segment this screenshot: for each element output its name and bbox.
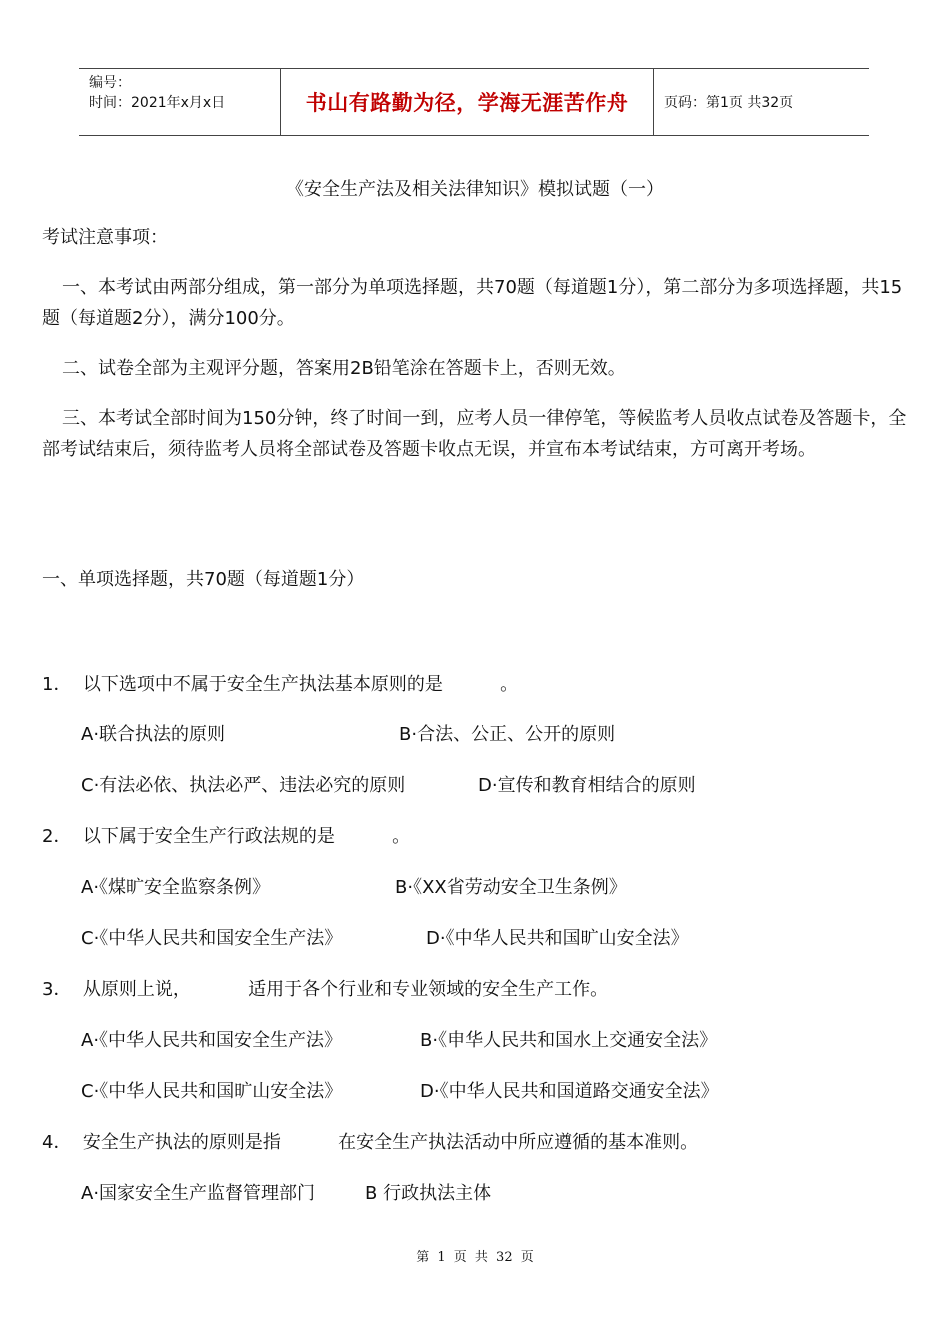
- question-4-option-b: B 行政执法主体: [365, 1183, 492, 1204]
- notice-heading: 考试注意事项：: [42, 227, 168, 248]
- page-footer: 第 1 页 共 32 页: [416, 1250, 534, 1265]
- document-header-table: [79, 68, 869, 136]
- question-3-option-c: C·《中华人民共和国旷山安全法》: [81, 1081, 343, 1102]
- header-middle-cell: [281, 69, 654, 135]
- header-motto: 书山有路勤为径，学海无涯苦作舟: [305, 90, 629, 115]
- number-label: 编号：: [89, 75, 131, 91]
- header-right-cell: [654, 69, 869, 135]
- question-2-option-c: C·《中华人民共和国安全生产法》: [81, 928, 343, 949]
- question-2-option-d: D·《中华人民共和国旷山安全法》: [426, 928, 689, 949]
- header-left-cell: [79, 69, 281, 135]
- question-1-text: 1． 以下选项中不属于安全生产执法基本原则的是 。: [42, 674, 519, 695]
- page-info: 页码：第1页 共32页: [664, 95, 794, 111]
- question-1-option-d: D·宣传和教育相结合的原则: [478, 775, 696, 796]
- question-2-option-b: B·《XX省劳动安全卫生条例》: [395, 877, 627, 898]
- question-3-text: 3． 从原则上说， 适用于各个行业和专业领域的安全生产工作。: [42, 979, 609, 1000]
- question-3-option-d: D·《中华人民共和国道路交通安全法》: [420, 1081, 719, 1102]
- question-4-option-a: A·国家安全生产监督管理部门: [81, 1183, 316, 1204]
- notice-item-1: 一、本考试由两部分组成，第一部分为单项选择题，共70题（每道题1分），第二部分为多项选择题，共15题（每道题2分），满分100分。: [42, 277, 903, 329]
- question-2-option-a: A·《煤旷安全监察条例》: [81, 877, 271, 898]
- notice-item-2: 二、试卷全部为主观评分题，答案用2B铅笔涂在答题卡上，否则无效。: [62, 358, 626, 379]
- question-4-text: 4． 安全生产执法的原则是指 在安全生产执法活动中所应遵循的基本准则。: [42, 1132, 699, 1153]
- section-heading: 一、单项选择题，共70题（每道题1分）: [42, 569, 365, 590]
- question-1-option-c: C·有法必依、执法必严、违法必究的原则: [81, 775, 406, 796]
- notice-item-3: 三、本考试全部时间为150分钟，终了时间一到，应考人员一律停笔，等候监考人员收点试卷及答题卡，全部考试结束后，须待监考人员将全部试卷及答题卡收点无误，并宣布本考试结束，方可离开考场。: [42, 408, 907, 460]
- question-3-option-a: A·《中华人民共和国安全生产法》: [81, 1030, 343, 1051]
- question-1-option-b: B·合法、公正、公开的原则: [399, 724, 616, 745]
- question-2-text: 2． 以下属于安全生产行政法规的是 。: [42, 826, 411, 847]
- question-1-option-a: A·联合执法的原则: [81, 724, 226, 745]
- question-3-option-b: B·《申华人民共和国水上交通安全法》: [420, 1030, 718, 1051]
- time-label: 时间：2021年x月x日: [89, 95, 226, 111]
- document-title: 《安全生产法及相关法律知识》模拟试题（一）: [286, 179, 664, 200]
